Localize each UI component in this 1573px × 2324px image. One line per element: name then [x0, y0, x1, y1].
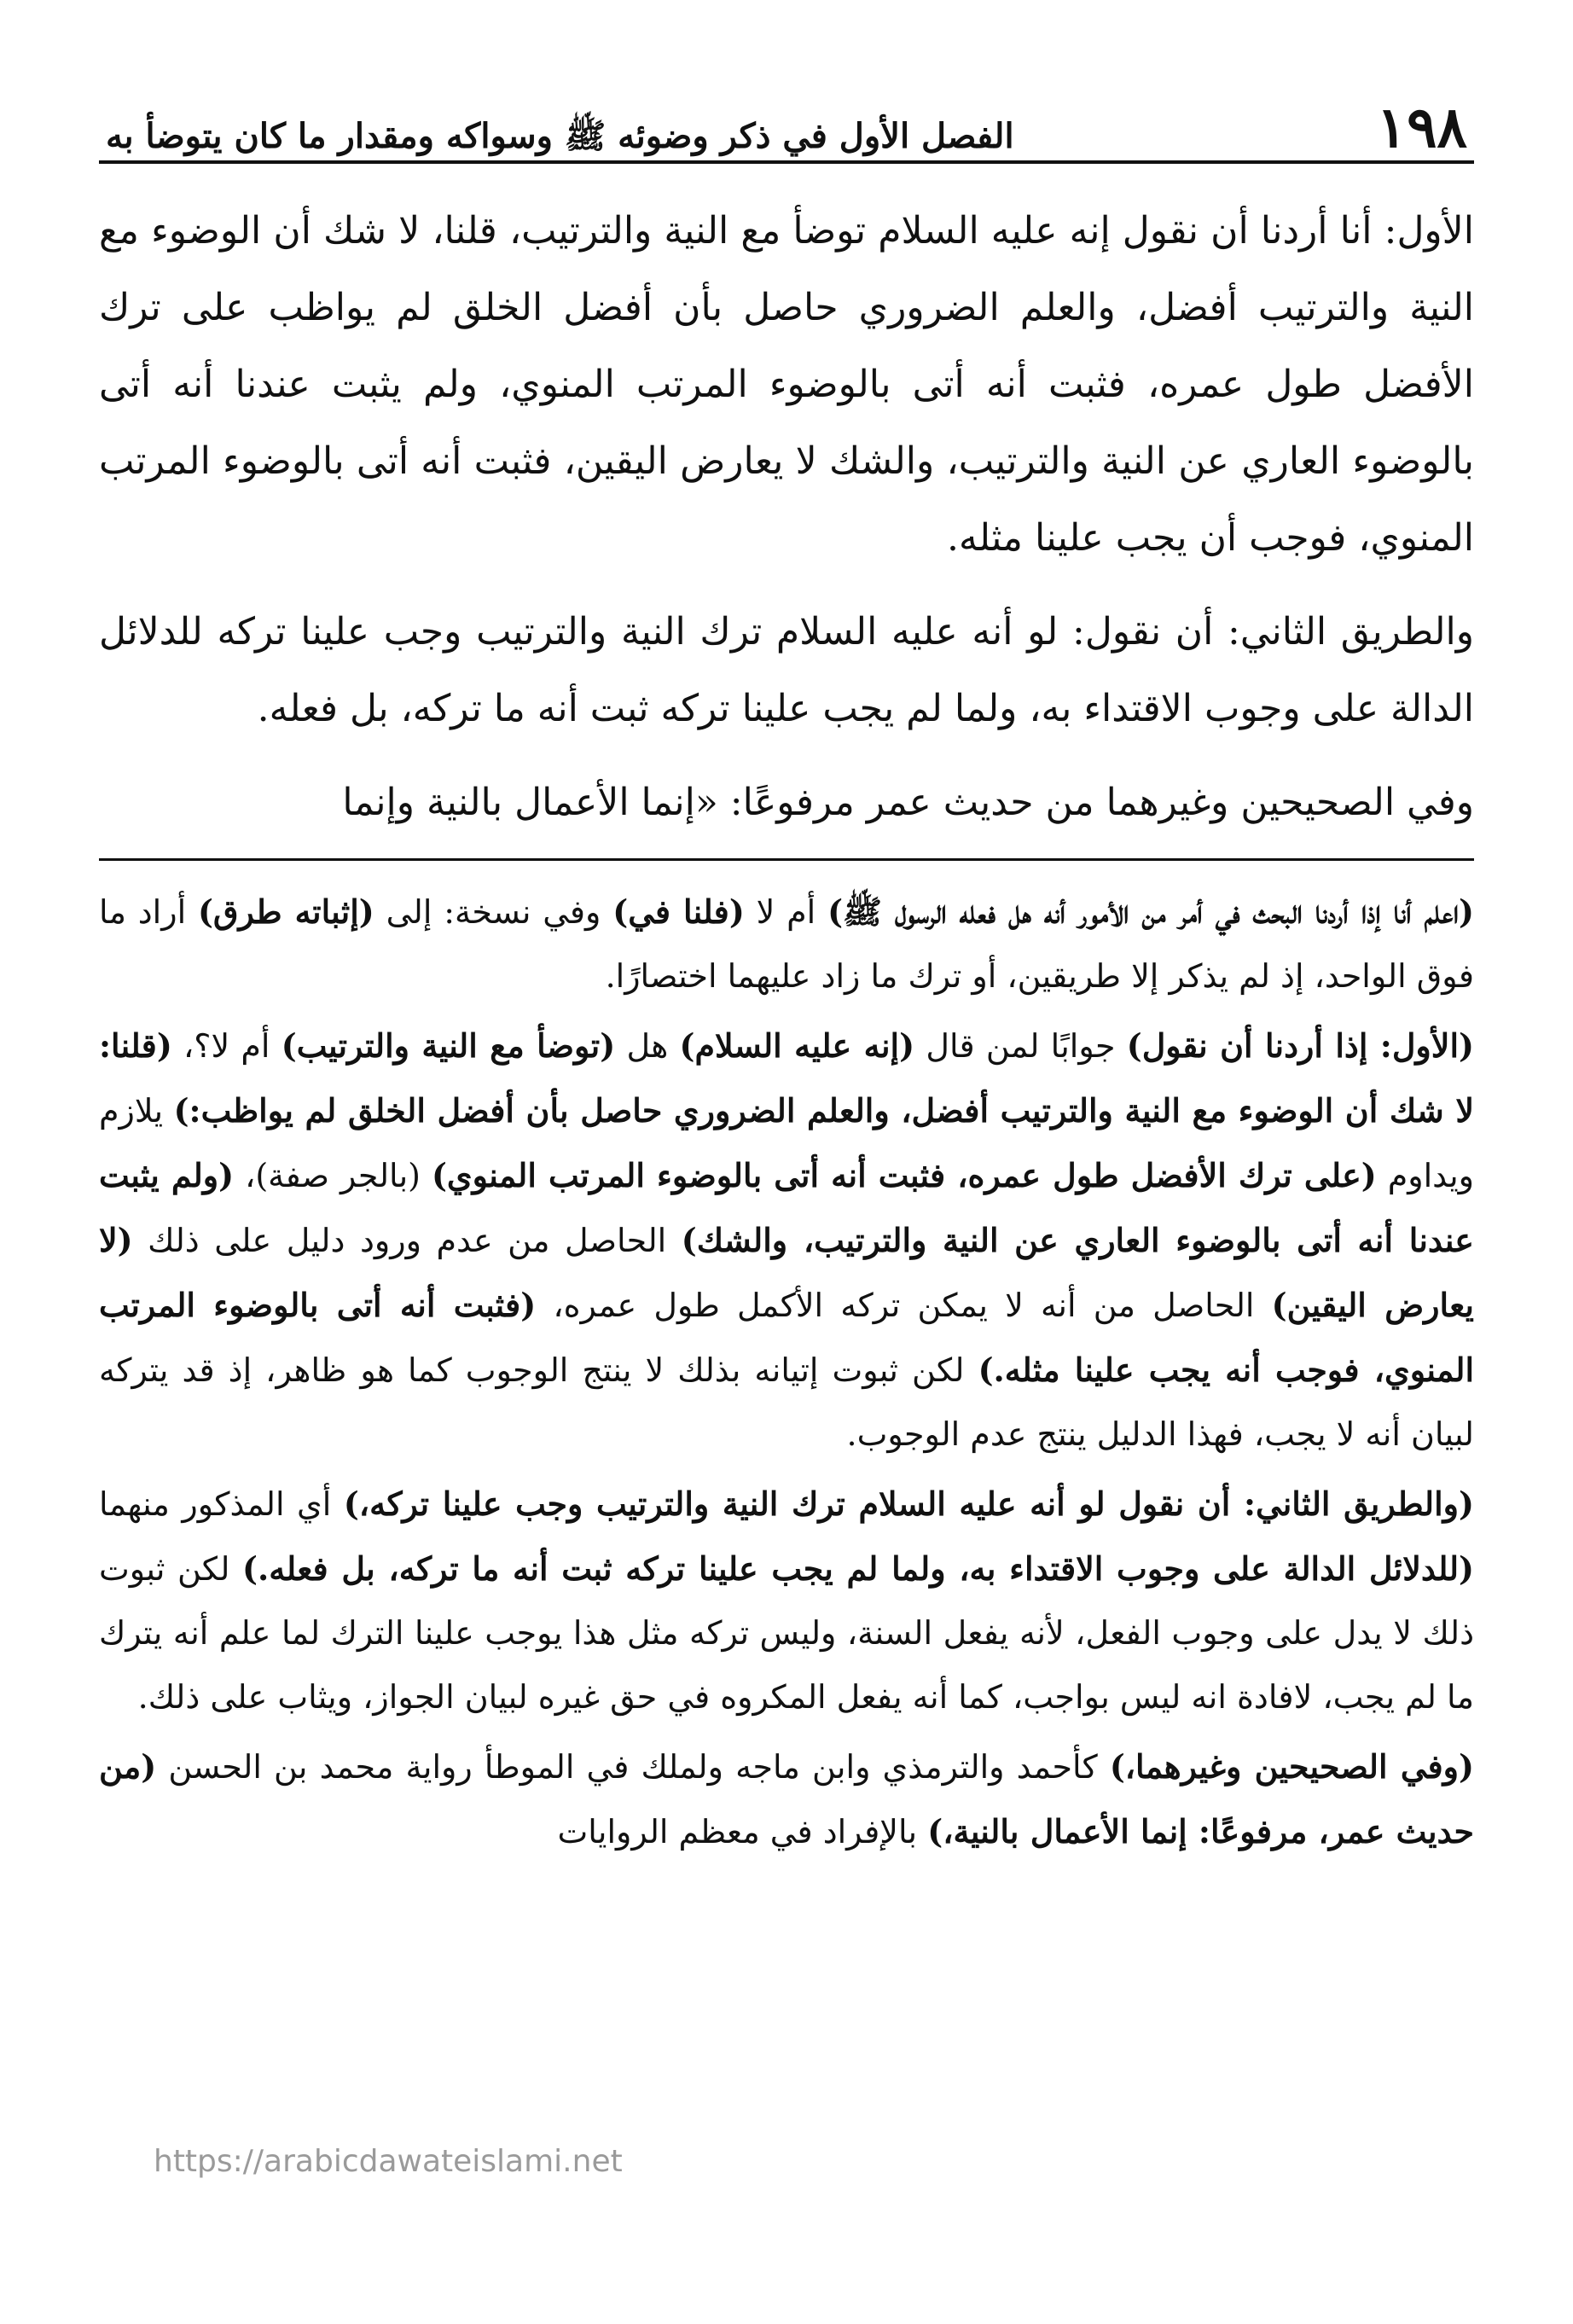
- main-paragraph: والطريق الثاني: أن نقول: لو أنه عليه السلام ترك النية والترتيب وجب علينا تركه للدلائل الدالة على وجوب الاقتداء به، ولما لم يجب علينا تركه ثبت أنه ما تركه، بل فعله.: [99, 610, 1474, 730]
- explanation-text: وفي نسخة: إلى: [374, 893, 613, 931]
- main-paragraph: وفي الصحيحين وغيرهما من حديث عمر مرفوعًا: «إنما الأعمال بالنية وإنما: [342, 781, 1474, 824]
- running-title: الفصل الأول في ذكر وضوئه ﷺ وسواكه ومقدار ما كان يتوضأ به: [106, 116, 1014, 156]
- quoted-text: (إثباته طرق): [197, 892, 374, 931]
- quoted-text: (وفي الصحيحين وغيرهما،): [1109, 1747, 1475, 1786]
- explanation-text: بالإفراد في معظم الروايات: [557, 1813, 928, 1850]
- explanation-text: لكن ثبوت ذلك لا يدل على وجوب الفعل، لأنه يفعل السنة، وليس تركه مثل هذا يوجب علينا الترك لما علم أنه يترك ما لم يجب، لافادة انه ليس بواجب، كما أنه يفعل المكروه في حق غيره لبيان الجواز، ويثاب على ذلك.: [99, 1550, 1474, 1716]
- commentary-paragraph: [99, 1734, 1474, 1864]
- explanation-text: يلازم ويداوم: [99, 1092, 1474, 1194]
- commentary-paragraph: [99, 1014, 1474, 1467]
- quoted-text: (قلنا: لا شك أن الوضوء مع النية والترتيب أفضل، والعلم الضروري حاصل بأن أفضل الخلق لم يواظب:): [99, 1026, 1474, 1130]
- quoted-text: (من حديث عمر، مرفوعًا: إنما الأعمال بالنية،): [99, 1747, 1474, 1850]
- commentary-paragraph: [99, 880, 1474, 1008]
- footnote-divider: [99, 858, 1474, 861]
- page-number: ١٩٨: [1376, 94, 1467, 160]
- explanation-text: أي المذكور منهما: [99, 1485, 344, 1523]
- quoted-text: (فثبت أنه أتى بالوضوء المرتب المنوي، فوجب أنه يجب علينا مثله.): [99, 1286, 1474, 1389]
- quoted-text: (لا يعارض اليقين): [99, 1221, 1474, 1324]
- explanation-text: جوابًا لمن قال: [914, 1027, 1127, 1065]
- explanation-text: الحاصل من عدم ورود دليل على ذلك: [132, 1222, 682, 1259]
- quoted-text: (إنه عليه السلام): [679, 1026, 915, 1065]
- commentary: [99, 880, 1474, 1864]
- explanation-text: (بالجر صفة)،: [234, 1157, 432, 1194]
- quoted-text: (ولم يثبت عندنا أنه أتى بالوضوء العاري عن النية والترتيب، والشك): [99, 1156, 1474, 1259]
- quoted-text: (الأول: إذا أردنا أن نقول): [1126, 1026, 1474, 1065]
- commentary-paragraph: [99, 1472, 1474, 1729]
- quoted-text: (على ترك الأفضل طول عمره، فثبت أنه أتى بالوضوء المرتب المنوي): [431, 1156, 1377, 1194]
- main-text: [99, 193, 1474, 841]
- watermark-url: https://arabicdawateislami.net: [154, 2144, 623, 2179]
- main-paragraph: الأول: أنا أردنا أن نقول إنه عليه السلام توضأ مع النية والترتيب، قلنا، لا شك أن الوضوء مع النية والترتيب أفضل، والعلم الضروري حاصل بأن أفضل الخلق لم يواظب على ترك الأفضل طول عمره، فثبت أنه أتى بالوضوء المرتب المنوي، ولم يثبت عندنا أنه أتى بالوضوء العاري عن النية والترتيب، والشك لا يعارض اليقين، فثبت أنه أتى بالوضوء المرتب المنوي، فوجب أن يجب علينا مثله.: [99, 209, 1474, 560]
- quoted-text: (اعلم أنا إذا أردنا البحث في أمر من الأمور أنه هل فعله الرسول ﷺ): [827, 892, 1474, 931]
- quoted-text: (والطريق الثاني: أن نقول لو أنه عليه السلام ترك النية والترتيب وجب علينا تركه،): [343, 1484, 1474, 1523]
- page-header: [99, 77, 1474, 164]
- explanation-text: هل: [615, 1027, 680, 1065]
- quoted-text: (فلنا في): [612, 892, 745, 931]
- explanation-text: أم لا؟،: [171, 1027, 282, 1065]
- explanation-text: الحاصل من أنه لا يمكن تركه الأكمل طول عمره،: [536, 1287, 1272, 1324]
- explanation-text: أراد ما فوق الواحد، إذ لم يذكر إلا طريقين، أو ترك ما زاد عليهما اختصارًا.: [99, 893, 1474, 995]
- explanation-text: كأحمد والترمذي وابن ماجه ولملك في الموطأ رواية محمد بن الحسن: [156, 1748, 1110, 1786]
- explanation-text: لكن ثبوت إتيانه بذلك لا ينتج الوجوب كما هو ظاهر، إذ قد يتركه لبيان أنه لا يجب، فهذا الدليل ينتج عدم الوجوب.: [99, 1351, 1474, 1453]
- quoted-text: (للدلائل الدالة على وجوب الاقتداء به، ولما لم يجب علينا تركه ثبت أنه ما تركه، بل فعله.): [242, 1549, 1475, 1588]
- explanation-text: أم لا: [744, 893, 828, 931]
- quoted-text: (توضأ مع النية والترتيب): [281, 1026, 616, 1065]
